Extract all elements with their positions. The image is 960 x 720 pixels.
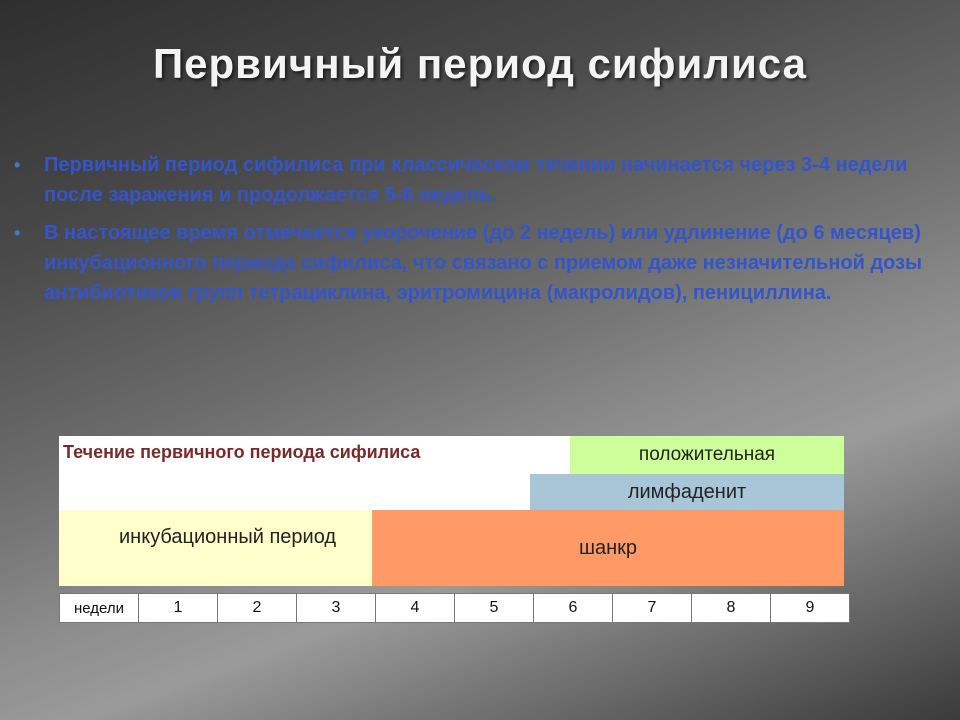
weeks-row [60, 594, 850, 623]
bullet-dot-icon: • [14, 223, 21, 243]
week-cell: 3 [297, 594, 376, 623]
timeline-lymphadenitis-bar: лимфаденит [530, 474, 844, 510]
bullet-text: Первичный период сифилиса при классическом течении начинается через 3-4 недели после заражения и продолжается 5-6 недель. [44, 154, 908, 206]
timeline-incubation-bar: инкубационный период [59, 510, 372, 586]
week-cell: 9 [771, 594, 850, 623]
week-cell: 5 [455, 594, 534, 623]
weeks-label: недели [60, 594, 139, 623]
bullet-item [14, 150, 949, 210]
week-cell: 6 [534, 594, 613, 623]
bullet-dot-icon: • [14, 155, 21, 175]
timeline-header: Течение первичного периода сифилиса [59, 436, 570, 474]
timeline-positive-bar: положительная [570, 436, 844, 474]
week-cell: 2 [218, 594, 297, 623]
bullet-list [14, 150, 949, 316]
timeline-blank [59, 474, 530, 510]
bullet-item [14, 218, 949, 308]
timeline-diagram [59, 436, 844, 586]
weeks-scale [59, 593, 850, 623]
timeline-chancre-bar: шанкр [372, 510, 844, 586]
week-cell: 8 [692, 594, 771, 623]
week-cell: 7 [613, 594, 692, 623]
week-cell: 4 [376, 594, 455, 623]
bullet-text: В настоящее время отмечается укорочение (до 2 недель) или удлинение (до 6 месяцев) инкубационного периода сифилиса, что связано с приемом даже незначительной дозы антибиотиков групп тетрациклина, эритромицина (макролидов), пенициллина. [44, 222, 923, 304]
week-cell: 1 [139, 594, 218, 623]
slide-title: Первичный период сифилиса [152, 40, 808, 87]
